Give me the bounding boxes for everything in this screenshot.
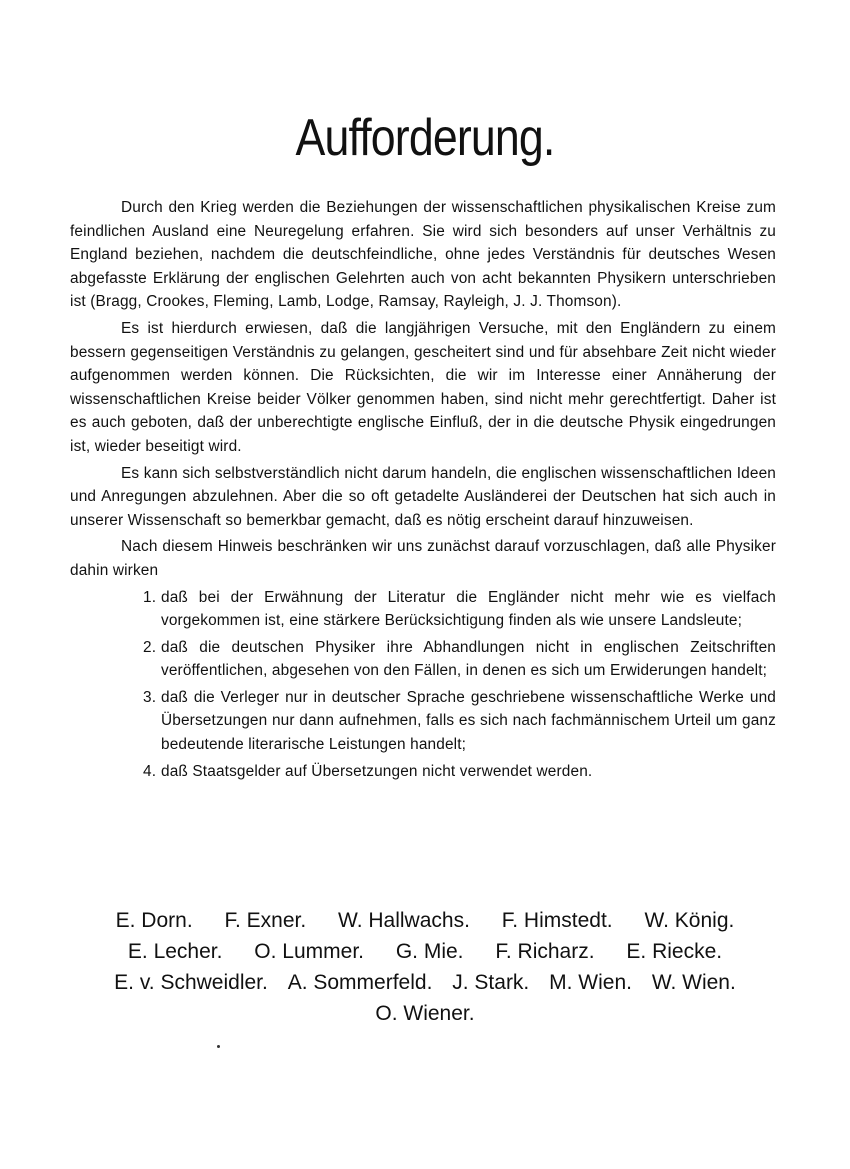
paragraph: Es kann sich selbstverständlich nicht darum handeln, die englischen wissenschaftlichen Ideen und Anregungen abzulehnen. Aber die so oft getadelte Ausländerei der Deutschen hat sich auch in unserer Wissenschaft so bemerkbar gemacht, daß es nötig erscheint darauf hinzuweisen. [70,464,776,529]
list-text: daß bei der Erwähnung der Literatur die Engländer nicht mehr wie es vielfach vorgekommen ist, eine stärkere Berücksichtigung finden als wie unsere Landsleute; [161,588,776,630]
document-body [70,196,776,786]
list-text: daß die Verleger nur in deutscher Sprache geschriebene wissenschaftliche Werke und Übersetzungen nur dann aufnehmen, falls es sich nach fachmännischem Urteil um ganz bedeutende literarische Leistungen handelt; [161,688,776,754]
signature-line [50,936,800,967]
signature: O. Wiener. [375,1002,475,1025]
signature: F. Himstedt. [501,909,613,932]
list-number: 2. [143,638,157,656]
list-number: 1. [143,588,157,606]
signature-line [50,998,800,1029]
signature: W. Hallwachs. [338,909,470,932]
demands-list [70,586,776,784]
signature-line [50,967,800,998]
paragraph: Es ist hierdurch erwiesen, daß die langjährigen Versuche, mit den Engländern zu einem bessern gegenseitigen Verständnis zu gelangen, gescheitert sind und für absehbare Zeit nicht wieder aufgenommen werden können. Die Rücksichten, die wir im Interesse einer Annäherung der wissenschaftlichen Kreise beider Völker genommen haben, sind nicht mehr gerechtfertigt. Daher ist es auch geboten, daß der unberechtigte englische Einfluß, der in die deutsche Physik eingedrungen ist, wieder beseitigt wird. [70,319,776,455]
signature: A. Sommerfeld. [287,971,433,994]
paragraph: Durch den Krieg werden die Beziehungen der wissenschaftlichen physikalischen Kreise zum feindlichen Ausland eine Neuregelung erfahren. Sie wird sich besonders auf unser Verhältnis zu England beziehen, nachdem die deutschfeindliche, ohne jedes Verständnis für deutsches Wesen abgefasste Erklärung der englischen Gelehrten auch von acht bekannten Physikern unterschrieben ist (Bragg, Crookes, Fleming, Lamb, Lodge, Ramsay, Rayleigh, J. J. Thomson). [70,199,776,311]
signature: G. Mie. [395,940,464,963]
signature: W. König. [644,909,735,932]
signature: E. v. Schweidler. [114,971,268,994]
signature: E. Lecher. [127,940,223,963]
signature: E. Dorn. [115,909,193,932]
signature: O. Lummer. [254,940,364,963]
list-item [70,636,776,683]
list-item [70,760,776,784]
list-text: daß Staatsgelder auf Übersetzungen nicht verwendet werden. [161,762,593,780]
paragraph: Nach diesem Hinweis beschränken wir uns zunächst darauf vorzuschlagen, daß alle Physiker dahin wirken [70,538,776,579]
signature-line [50,905,800,936]
signature: F. Richarz. [495,940,595,963]
page-title: Aufforderung. [295,109,555,167]
list-text: daß die deutschen Physiker ihre Abhandlungen nicht in englischen Zeitschriften veröffentlichen, abgesehen von den Fällen, in denen es sich um Erwiderungen handelt; [161,638,776,680]
signatures-block [50,905,800,1029]
list-number: 4. [143,762,157,780]
list-number: 3. [143,688,157,706]
signature: M. Wien. [549,971,632,994]
list-item [70,586,776,633]
signature: J. Stark. [452,971,530,994]
signature: E. Riecke. [626,940,723,963]
signature: W. Wien. [651,971,736,994]
signature: F. Exner. [224,909,307,932]
scan-speck [217,1045,220,1048]
list-item [70,686,776,757]
